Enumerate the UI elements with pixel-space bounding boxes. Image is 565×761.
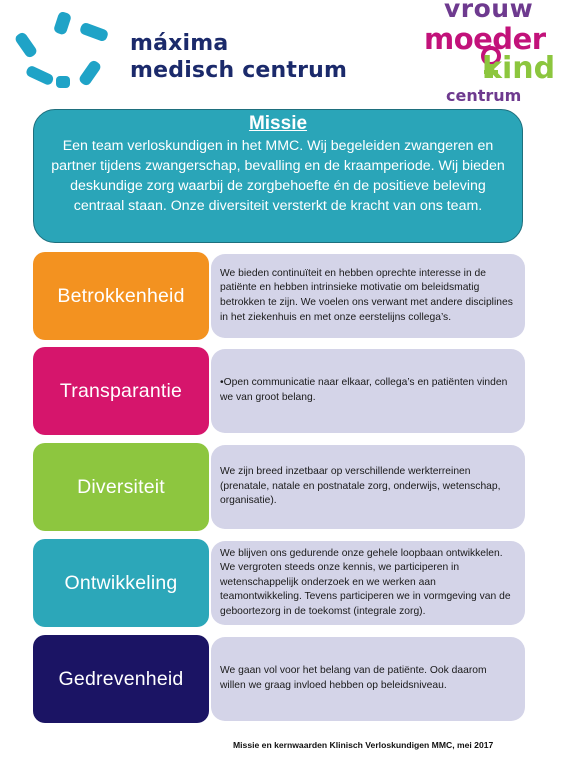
value-row-transparantie — [33, 347, 525, 435]
vmk-logo-moeder: moeder — [424, 22, 546, 56]
maxima-logo-line1: máxima — [130, 31, 229, 56]
value-description — [211, 541, 525, 625]
value-description-text: •Open communicatie naar elkaar, collega’s en patiënten vinden we van groot belang. — [220, 377, 508, 403]
value-description-text: We zijn breed inzetbaar op verschillende werkterreinen (prenatale, natale en postnatale zorg, onderwijs, wetenschap, organisatie). — [220, 466, 501, 507]
value-row-ontwikkeling — [33, 539, 525, 627]
footer-caption: Missie en kernwaarden Klinisch Verloskundigen MMC, mei 2017 — [233, 740, 494, 750]
vmk-logo-vrouw: vrouw — [444, 0, 534, 23]
value-label: Ontwikkeling — [33, 539, 209, 627]
value-description-text: We bieden continuïteit en hebben oprechte interesse in de patiënte en hebben intrinsieke motivatie om beleidsmatig betrokken te zijn. We voelen ons verwant met andere disciplines in het ziekenhuis en met onze eerstelijns collega’s. — [220, 267, 513, 323]
value-label: Transparantie — [33, 347, 209, 435]
vrouw-moeder-kind-logo — [424, 0, 558, 106]
maxima-logo — [12, 12, 348, 92]
value-label: Gedrevenheid — [33, 635, 209, 723]
value-description — [211, 349, 525, 433]
maxima-logo-mark-icon — [12, 12, 122, 92]
value-description-text: We gaan vol voor het belang van de patiënte. Ook daarom willen we graag invloed hebben op beleidsniveau. — [220, 665, 487, 691]
vmk-logo-kind: kind — [482, 51, 556, 86]
maxima-logo-line2: medisch centrum — [130, 58, 348, 83]
value-description — [211, 445, 525, 529]
value-description-text: We blijven ons gedurende onze gehele loopbaan ontwikkelen. We vergroten steeds onze kennis, we participeren in wetenschappelijk onderzoek en we werken aan teamontwikkeling. Tevens participeren we in vormgeving van de geboortezorg in de toekomst (integrale zorg). — [220, 547, 511, 617]
value-row-diversiteit — [33, 443, 525, 531]
value-description — [211, 254, 525, 338]
mission-text: Een team verloskundigen in het MMC. Wij begeleiden zwangeren en partner tijdens zwangerschap, bevalling en de kraamperiode. Wij bieden deskundige zorg waarbij de zorgbehoefte én de positieve beleving centraal staan. Onze diversiteit versterkt de kracht van ons team. — [51, 138, 505, 214]
vmk-logo-centrum: centrum — [446, 86, 522, 105]
value-label: Diversiteit — [33, 443, 209, 531]
mission-box — [33, 109, 523, 243]
value-label: Betrokkenheid — [33, 252, 209, 340]
value-description — [211, 637, 525, 721]
value-row-gedrevenheid — [33, 635, 525, 723]
value-row-betrokkenheid — [33, 252, 525, 340]
maxima-logo-text — [130, 30, 347, 84]
mission-title: Missie — [248, 113, 308, 134]
